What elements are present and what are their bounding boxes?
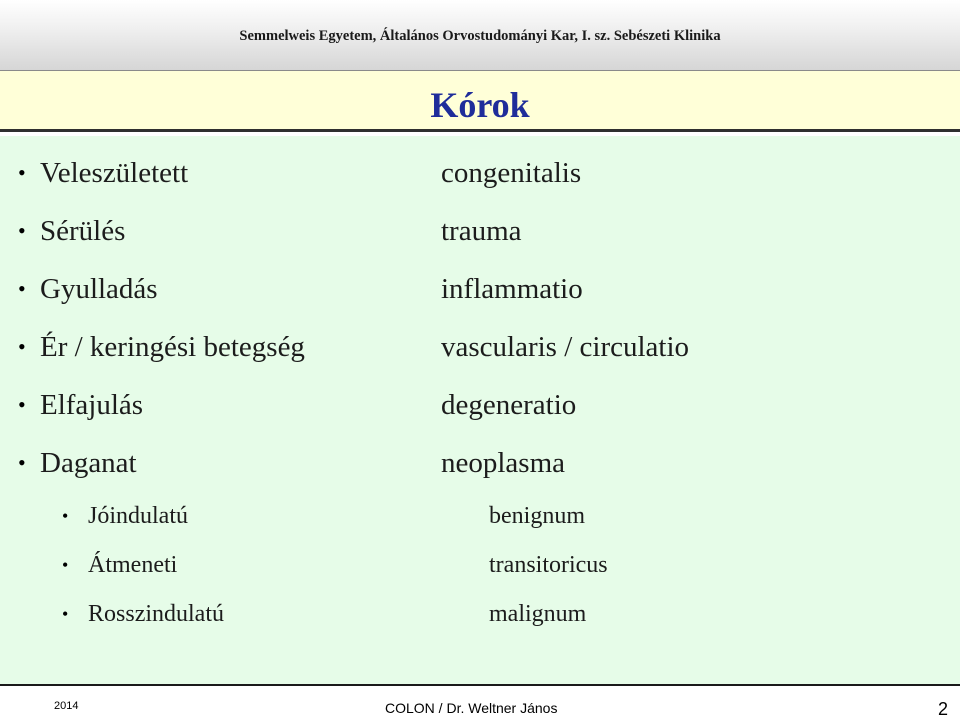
list-item [0, 387, 960, 427]
list-item [0, 213, 960, 253]
bullet-icon: • [18, 450, 26, 475]
list-item [0, 329, 960, 369]
sub-list-item [0, 550, 960, 590]
latin-term: inflammatio [441, 273, 583, 305]
slide-title: Kórok [430, 85, 530, 125]
bullet-icon: • [62, 555, 69, 575]
hungarian-term: Ér / keringési betegség [40, 331, 305, 363]
institution-name: Semmelweis Egyetem, Általános Orvostudományi Kar, I. sz. Sebészeti Klinika [239, 28, 721, 44]
hungarian-term: Jóindulatú [88, 503, 188, 529]
latin-term: degeneratio [441, 389, 577, 421]
footer-year: 2014 [54, 700, 79, 712]
sub-list-item [0, 501, 960, 541]
latin-term: malignum [489, 601, 587, 627]
bullet-icon: • [18, 334, 26, 359]
hungarian-term: Daganat [40, 447, 137, 479]
hungarian-term: Rosszindulatú [88, 601, 224, 627]
list-item [0, 155, 960, 195]
latin-term: transitoricus [489, 552, 608, 578]
hungarian-term: Gyulladás [40, 273, 158, 305]
hungarian-term: Átmeneti [88, 552, 178, 578]
latin-term: neoplasma [441, 447, 566, 479]
latin-term: congenitalis [441, 157, 582, 189]
sub-list-item [0, 599, 960, 639]
bullet-icon: • [18, 218, 26, 243]
footer-author: COLON / Dr. Weltner János [385, 700, 558, 716]
latin-term: benignum [489, 503, 585, 529]
bullet-icon: • [62, 604, 69, 624]
hungarian-term: Veleszületett [40, 157, 189, 189]
footer-bar [0, 684, 960, 720]
bullet-icon: • [18, 160, 26, 185]
hungarian-term: Sérülés [40, 215, 126, 247]
header-bar [0, 0, 960, 71]
page-number: 2 [937, 699, 948, 719]
list-item [0, 271, 960, 311]
bullet-icon: • [18, 392, 26, 417]
latin-term: vascularis / circulatio [441, 331, 690, 363]
list-item [0, 445, 960, 485]
bullet-icon: • [18, 276, 26, 301]
hungarian-term: Elfajulás [40, 389, 144, 421]
bullet-icon: • [62, 506, 69, 526]
latin-term: trauma [441, 215, 522, 247]
